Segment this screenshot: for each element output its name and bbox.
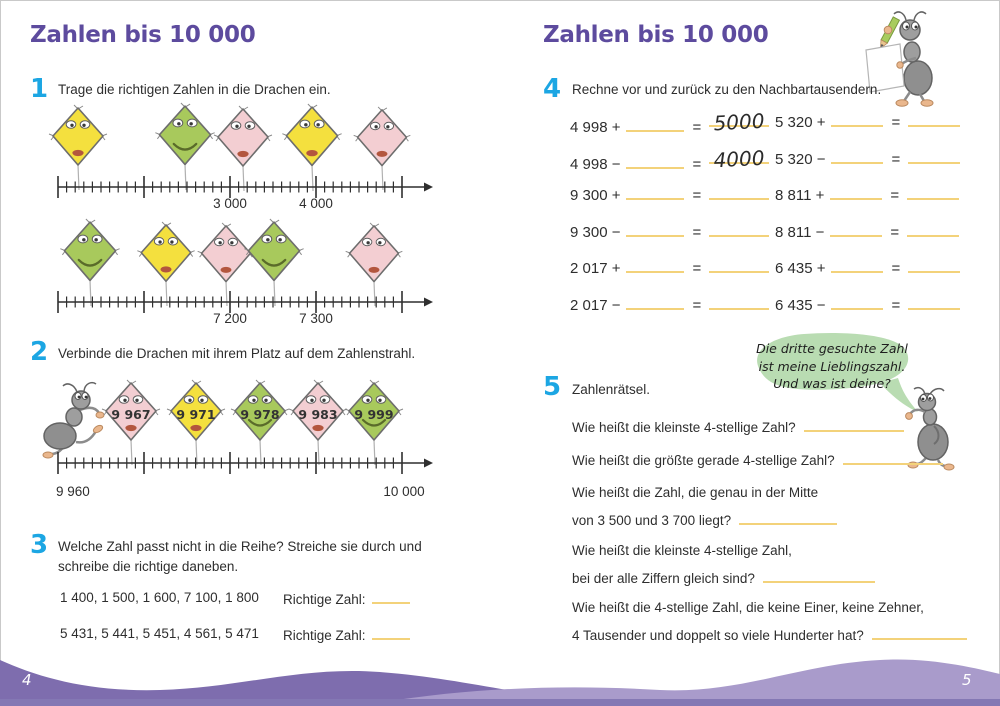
equations-column-right — [775, 113, 960, 333]
equation-row — [570, 259, 769, 296]
answer-blank — [626, 259, 684, 273]
equation-row — [775, 113, 960, 150]
question-text: von 3 500 und 3 700 liegt? — [572, 513, 732, 528]
kite-number: 9 978 — [240, 407, 280, 422]
answer-blank — [831, 150, 883, 164]
number-line-3-label: 10 000 — [383, 484, 425, 499]
equals-sign: = — [692, 223, 702, 241]
question-text: Wie heißt die kleinste 4-stellige Zahl, — [572, 543, 792, 558]
equation-row — [570, 108, 769, 150]
answer-blank — [626, 155, 684, 169]
answer-label-text: Richtige Zahl: — [283, 592, 366, 607]
number-line-3-label: 9 960 — [56, 484, 90, 499]
task-3-number: 3 — [30, 530, 49, 560]
equation-expression: 2 017 + — [570, 260, 621, 278]
right-page-number: 5 — [962, 671, 972, 689]
equals-sign: = — [692, 260, 702, 278]
handwritten-answer: 4000 — [713, 145, 766, 172]
answer-blank — [709, 186, 769, 200]
equation-row — [775, 150, 960, 187]
kite-number: 9 983 — [298, 407, 338, 422]
answer-blank — [763, 569, 875, 583]
speech-bubble-text — [756, 340, 908, 393]
equation-expression: 4 998 + — [570, 119, 621, 136]
footer-wave — [0, 644, 1000, 706]
question-text: Wie heißt die kleinste 4-stellige Zahl? — [572, 420, 796, 435]
equals-sign: = — [891, 260, 901, 278]
answer-blank — [831, 259, 883, 273]
equals-sign: = — [890, 223, 900, 241]
question-text: 4 Tausender und doppelt so viele Hunderter hat? — [572, 628, 864, 643]
question-text: Wie heißt die größte gerade 4-stellige Zahl? — [572, 453, 835, 468]
equals-sign: = — [891, 150, 901, 168]
equation-expression: 8 811 − — [775, 223, 825, 241]
equation-expression: 6 435 + — [775, 260, 826, 278]
task-5-instruction: Zahlenrätsel. — [572, 382, 651, 397]
answer-blank — [843, 451, 943, 465]
equation-row — [570, 186, 769, 223]
equation-row — [775, 259, 960, 296]
equations-column-left — [570, 108, 769, 333]
number-sequence: 5 431, 5 441, 5 451, 4 561, 5 471 — [60, 626, 259, 641]
equation-expression: 9 300 − — [570, 223, 621, 241]
question-line — [572, 511, 837, 528]
answer-blank — [907, 186, 959, 200]
answer-blank — [372, 626, 410, 640]
answer-blank — [709, 223, 769, 237]
task-4-number: 4 — [543, 74, 562, 104]
kite-number: 9 971 — [176, 407, 216, 422]
equation-expression: 4 998 − — [570, 155, 621, 173]
equation-row — [775, 223, 960, 260]
number-line-1-label: 3 000 — [213, 196, 247, 211]
equals-sign: = — [692, 296, 702, 314]
answer-blank — [709, 259, 769, 273]
equation-expression: 9 300 + — [570, 187, 621, 205]
number-sequence: 1 400, 1 500, 1 600, 7 100, 1 800 — [60, 590, 259, 605]
answer-label — [283, 590, 410, 607]
equals-sign: = — [890, 187, 900, 205]
task-3-instruction-line1: Welche Zahl passt nicht in die Reihe? Streiche sie durch und — [58, 539, 422, 554]
equation-row — [570, 223, 769, 260]
answer-blank — [709, 145, 769, 172]
answer-blank — [626, 223, 684, 237]
question-line — [572, 451, 943, 468]
answer-blank — [830, 186, 882, 200]
answer-label — [283, 626, 410, 643]
answer-blank — [907, 223, 959, 237]
equals-sign: = — [891, 114, 901, 131]
equation-row — [570, 145, 769, 187]
answer-blank — [804, 418, 904, 432]
answer-blank — [908, 296, 960, 310]
question-line — [572, 626, 967, 643]
number-line-3 — [56, 446, 436, 480]
answer-blank — [908, 259, 960, 273]
bubble-line: ist meine Lieblingszahl. — [758, 358, 906, 374]
task-1-instruction: Trage die richtigen Zahlen in die Drachen ein. — [58, 82, 331, 97]
task-3-instruction-line2: schreibe die richtige daneben. — [58, 559, 239, 574]
answer-blank — [709, 296, 769, 310]
kite-number: 9 967 — [111, 407, 151, 422]
kite-number: 9 999 — [354, 407, 394, 422]
question-line — [572, 485, 818, 500]
left-page-number: 4 — [22, 671, 32, 689]
answer-blank — [372, 590, 410, 604]
equals-sign: = — [692, 119, 702, 136]
answer-blank — [626, 296, 684, 310]
equals-sign: = — [891, 296, 901, 314]
answer-blank — [709, 108, 769, 136]
equation-expression: 5 320 − — [775, 150, 826, 168]
equation-expression: 2 017 − — [570, 296, 621, 314]
answer-label-text: Richtige Zahl: — [283, 628, 366, 643]
question-text: Wie heißt die 4-stellige Zahl, die keine Einer, keine Zehner, — [572, 600, 924, 615]
left-page-title: Zahlen bis 10 000 — [30, 22, 256, 48]
task-2-number: 2 — [30, 337, 49, 367]
answer-blank — [830, 223, 882, 237]
answer-blank — [908, 150, 960, 164]
answer-blank — [739, 511, 837, 525]
question-line — [572, 543, 792, 558]
answer-blank — [831, 113, 883, 127]
question-text: Wie heißt die Zahl, die genau in der Mitte — [572, 485, 819, 500]
answer-blank — [908, 113, 960, 127]
answer-blank — [626, 118, 684, 132]
equation-expression: 5 320 + — [775, 114, 826, 131]
question-text: bei der alle Ziffern gleich sind? — [572, 571, 755, 586]
task-4-instruction: Rechne vor und zurück zu den Nachbartausendern. — [572, 82, 882, 97]
answer-blank — [831, 296, 883, 310]
handwritten-answer: 5000 — [713, 108, 766, 136]
task-1-number: 1 — [30, 74, 49, 104]
number-line-2-label: 7 300 — [299, 311, 333, 326]
bubble-line: Die dritte gesuchte Zahl — [756, 341, 908, 356]
question-line — [572, 418, 904, 435]
equation-expression: 8 811 + — [775, 187, 825, 205]
right-page-title: Zahlen bis 10 000 — [543, 22, 769, 48]
answer-blank — [626, 186, 684, 200]
task-5-number: 5 — [543, 372, 562, 402]
question-line — [572, 569, 875, 586]
number-line-2-label: 7 200 — [213, 311, 247, 326]
equals-sign: = — [692, 155, 702, 173]
equation-row — [570, 296, 769, 333]
equation-row — [775, 186, 960, 223]
equation-expression: 6 435 − — [775, 296, 826, 314]
number-line-1-label: 4 000 — [299, 196, 333, 211]
question-line — [572, 600, 924, 615]
equals-sign: = — [692, 187, 702, 205]
bubble-line: Und was ist deine? — [773, 376, 891, 391]
answer-blank — [872, 626, 967, 640]
task-2-instruction: Verbinde die Drachen mit ihrem Platz auf dem Zahlenstrahl. — [58, 346, 416, 361]
